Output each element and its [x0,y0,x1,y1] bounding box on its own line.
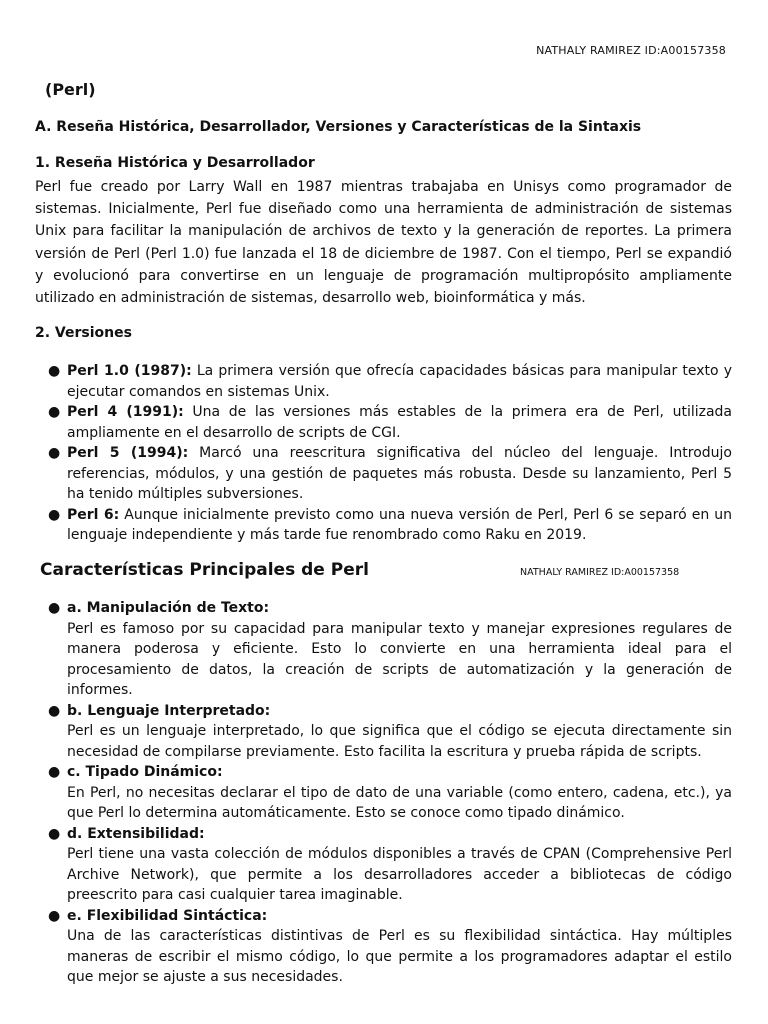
list-item [35,824,732,906]
list-item [35,598,732,701]
feature-label: c. Tipado Dinámico: [67,764,223,780]
list-item [35,361,732,402]
feature-text: Perl es un lenguaje interpretado, lo que significa que el código se ejecuta directamente sin necesidad de compilarse previamente. Esto facilita la escritura y prueba rápida de scripts. [67,723,732,760]
versions-list [35,361,732,546]
features-heading: Características Principales de Perl [40,560,369,580]
feature-label: b. Lenguaje Interpretado: [67,702,271,719]
feature-text: Perl tiene una vasta colección de módulos disponibles a través de CPAN (Comprehensive Perl Archive Network), que permite a los desarrolladores acceder a bibliotecas de código preescrito para casi cualquier tarea imaginable. [67,846,732,903]
version-text: Aunque inicialmente previsto como una nueva versión de Perl, Perl 6 se separó en un lenguaje independiente y más tarde fue renombrado como Raku en 2019. [67,506,732,543]
history-heading: 1. Reseña Histórica y Desarrollador [35,155,315,171]
author-id-header: NATHALY RAMIREZ ID:A00157358 [536,44,726,57]
document-title: (Perl) [45,80,96,99]
list-item [35,402,732,443]
list-item [35,505,732,546]
version-text: La primera versión que ofrecía capacidades básicas para manipular texto y ejecutar comandos en sistemas Unix. [67,363,732,400]
feature-label: d. Extensibilidad: [67,825,205,842]
features-list [35,598,732,988]
version-text: Una de las versiones más estables de la primera era de Perl, utilizada ampliamente en el desarrollo de scripts de CGI. [67,404,733,441]
feature-label: e. Flexibilidad Sintáctica: [67,907,268,924]
bullet-icon: ● [48,506,61,523]
bullet-icon: ● [48,702,61,719]
list-item [35,906,732,988]
section-a-heading: A. Reseña Histórica, Desarrollador, Versiones y Características de la Sintaxis [35,119,642,135]
version-label: Perl 5 (1994): [67,445,189,461]
feature-label: a. Manipulación de Texto: [67,600,270,616]
bullet-icon: ● [48,764,61,780]
list-item [35,762,732,824]
list-item [35,701,732,763]
history-paragraph: Perl fue creado por Larry Wall en 1987 mientras trabajaba en Unisys como programador de sistemas. Inicialmente, Perl fue diseñado como una herramienta de administración de sistemas Unix para facilitar la manipulación de archivos de texto y la generación de reportes. La primera versión de Perl (Perl 1.0) fue lanzada el 18 de diciembre de 1987. Con el tiempo, Perl se expandió y evolucionó para convertirse en un lenguaje de programación multipropósito ampliamente utilizado en administración de sistemas, desarrollo web, bioinformática y más. [35,179,732,307]
bullet-icon: ● [48,404,61,420]
version-label: Perl 1.0 (1987): [67,363,192,379]
list-item [35,443,732,505]
version-text: Marcó una reescritura significativa del núcleo del lenguaje. Introdujo referencias, módulos, y una gestión de paquetes más robusta. Desde su lanzamiento, Perl 5 ha tenido múltiples subversiones. [67,445,732,502]
bullet-icon: ● [48,445,61,461]
versions-heading: 2. Versiones [35,325,132,341]
bullet-icon: ● [48,600,61,616]
feature-text: Perl es famoso por su capacidad para manipular texto y manejar expresiones regulares de manera poderosa y eficiente. Esto lo convierte en una herramienta ideal para el procesamiento de datos, la creación de scripts de automatización y la generación de informes. [67,620,732,698]
feature-text: Una de las características distintivas de Perl es su flexibilidad sintáctica. Hay múltiples maneras de escribir el mismo código, lo que permite a los programadores adaptar el estilo que mejor se ajuste a sus necesidades. [67,928,732,985]
version-label: Perl 6: [67,506,120,523]
author-id-inline: NATHALY RAMIREZ ID:A00157358 [520,567,680,578]
bullet-icon: ● [48,825,61,842]
bullet-icon: ● [48,363,61,379]
bullet-icon: ● [48,907,61,924]
version-label: Perl 4 (1991): [67,404,184,420]
feature-text: En Perl, no necesitas declarar el tipo de dato de una variable (como entero, cadena, etc.), ya que Perl lo determina automáticamente. Esto se conoce como tipado dinámico. [67,784,732,821]
